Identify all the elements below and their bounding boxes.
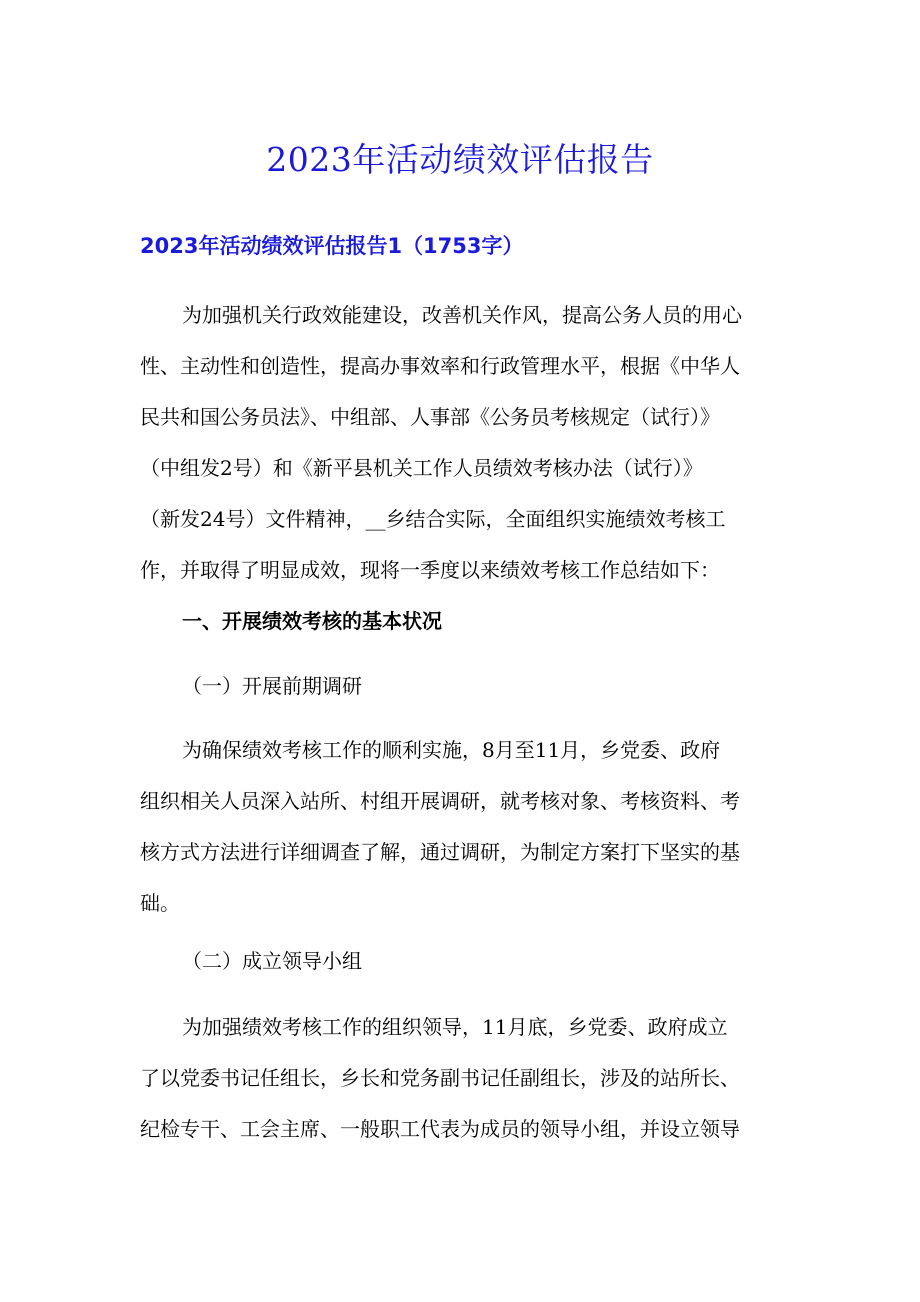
heading-basic-status: 一、开展绩效考核的基本状况 — [182, 609, 442, 633]
paragraph-line: 了以党委书记任组长，乡长和党务副书记任副组长，涉及的站所长、 — [140, 1066, 740, 1090]
paragraph-research — [140, 725, 782, 929]
paragraph-line: 民共和国公务员法》、中组部、人事部《公务员考核规定（试行）》 — [140, 405, 720, 429]
paragraph-line: 作，并取得了明显成效，现将一季度以来绩效考核工作总结如下： — [140, 558, 720, 582]
paragraph-line: （新发24号）文件精神，__乡结合实际，全面组织实施绩效考核工 — [140, 507, 726, 531]
subheading-leading-group: （二）成立领导小组 — [182, 949, 362, 973]
paragraph-line: 纪检专干、工会主席、一般职工代表为成员的领导小组，并设立领导 — [140, 1117, 740, 1141]
paragraph-line: 组织相关人员深入站所、村组开展调研，就考核对象、考核资料、考 — [140, 789, 740, 813]
paragraph-line: 为确保绩效考核工作的顺利实施，8月至11月，乡党委、政府 — [182, 738, 721, 762]
paragraph-line: 为加强机关行政效能建设，改善机关作风，提高公务人员的用心 — [182, 303, 742, 327]
paragraph-line: 核方式方法进行详细调查了解，通过调研，为制定方案打下坚实的基 — [140, 840, 740, 864]
paragraph-line: 础。 — [140, 891, 180, 915]
paragraph-line: 性、主动性和创造性，提高办事效率和行政管理水平，根据《中华人 — [140, 354, 740, 378]
document-title: 2023年活动绩效评估报告 — [266, 140, 654, 179]
subheading-preliminary-research: （一）开展前期调研 — [182, 674, 362, 698]
paragraph-line: （中组发2号）和《新平县机关工作人员绩效考核办法（试行）》 — [140, 456, 703, 480]
section-title: 2023年活动绩效评估报告1（1753字） — [140, 234, 524, 258]
paragraph-line: 为加强绩效考核工作的组织领导，11月底，乡党委、政府成立 — [182, 1015, 728, 1039]
paragraph-intro — [140, 290, 782, 596]
paragraph-leading-group — [140, 1002, 782, 1155]
